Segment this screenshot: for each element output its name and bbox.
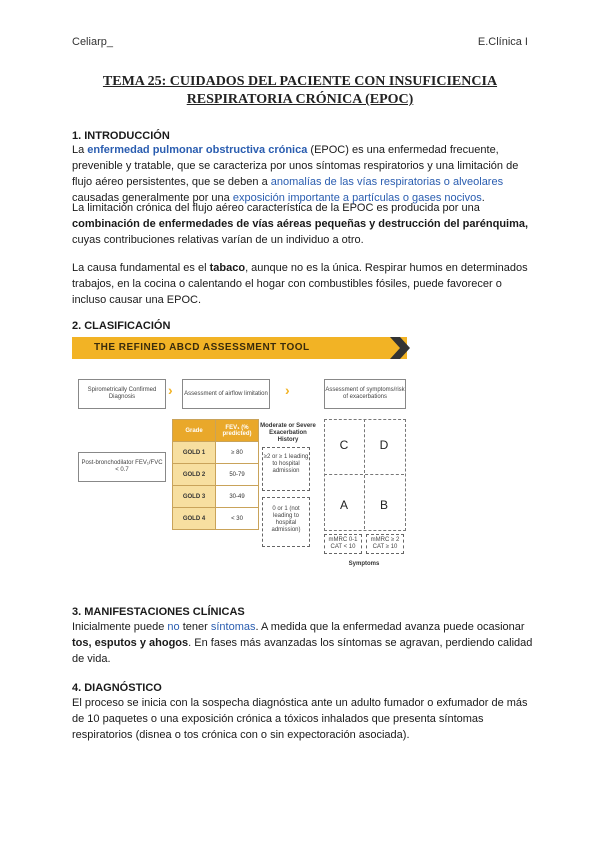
section-heading-clasificacion: 2. CLASIFICACIÓN bbox=[72, 320, 171, 332]
box-diagnosis: Spirometrically Confirmed Diagnosis bbox=[78, 379, 166, 409]
figure-banner: THE REFINED ABCD ASSESSMENT TOOL bbox=[72, 337, 407, 359]
box-symptoms-risk: Assessment of symptoms/risk of exacerbations bbox=[324, 379, 406, 409]
section-heading-diagnostico: 4. DIAGNÓSTICO bbox=[72, 682, 162, 694]
symptom-high-box: mMRC ≥ 2 CAT ≥ 10 bbox=[366, 534, 404, 554]
banner-chevron-icon bbox=[390, 337, 412, 359]
abcd-grid bbox=[324, 419, 406, 531]
symptom-low-box: mMRC 0-1 CAT < 10 bbox=[324, 534, 362, 554]
link-anomalias[interactable]: anomalías de las vías respiratorias o alveolares bbox=[270, 176, 504, 188]
gold-grade-table: Grade FEV₁ (% predicted) GOLD 1 ≥ 80 GOLD 2 50-79 GOLD 3 30-49 GOLD 4 < 30 bbox=[172, 419, 259, 530]
box-post-bronchodilator: Post-bronchodilator FEV₁/FVC < 0.7 bbox=[78, 452, 166, 482]
exac-low-box: 0 or 1 (not leading to hospital admission) bbox=[262, 497, 310, 547]
link-exposicion[interactable]: exposición importante a partículas o gases nocivos bbox=[232, 192, 482, 204]
arrow-2-icon: › bbox=[285, 382, 290, 398]
exac-high-box: ≥2 or ≥ 1 leading to hospital admission bbox=[262, 447, 310, 491]
intro-paragraph-3: La causa fundamental es el tabaco, aunque no es la única. Respirar humos en determinados trabajos, en la cocina o calentando el hogar con combustibles fósiles, puede favorecer o incluso causar una EPOC. bbox=[72, 262, 528, 306]
intro-paragraph-2: La limitación crónica del flujo aéreo característica de la EPOC es producida por una combinación de enfermedades de vías aéreas pequeñas y destrucción del parénquima, cuyas contribuciones relativas varían de un individuo a otro. bbox=[72, 202, 529, 246]
arrow-1-icon: › bbox=[168, 382, 173, 398]
cell-d: D bbox=[379, 438, 389, 452]
section-heading-manifestaciones: 3. MANIFESTACIONES CLÍNICAS bbox=[72, 606, 245, 618]
abcd-assessment-figure bbox=[72, 337, 412, 575]
diagnostico-paragraph: El proceso se inicia con la sospecha diagnóstica ante un adulto fumador o exfumador de más de 10 paquetes o una exposición crónica a tóxicos inhalados que presenta síntomas respiratorios (disnea o tos crónica con o sin expectoración asociada). bbox=[72, 697, 528, 741]
header-right: E.Clínica I bbox=[477, 36, 528, 48]
manifestaciones-paragraph: Inicialmente puede no tener síntomas. A medida que la enfermedad avanza puede ocasionar tos, esputos y ahogos. En fases más avanzadas los síntomas se agravan, perdiendo calidad de vida. bbox=[72, 621, 533, 665]
cell-c: C bbox=[339, 438, 349, 452]
box-airflow: Assessment of airflow limitation bbox=[182, 379, 270, 409]
symptoms-label: Symptoms bbox=[348, 561, 380, 567]
cell-a: A bbox=[339, 498, 348, 512]
exacerbation-title: Moderate or Severe Exacerbation History bbox=[260, 423, 316, 443]
cell-b: B bbox=[379, 498, 388, 512]
header-left: Celiarp_ bbox=[72, 36, 113, 48]
intro-paragraph-1: La enfermedad pulmonar obstructiva crónica (EPOC) es una enfermedad frecuente, prevenible y tratable, que se caracteriza por unos síntomas respiratorios y una limitación de flujo aéreo persistentes, que se deben a anomalías de las vías respiratorias o alveolares causadas generalmente por una exposición importante a partículas o gases nocivos. bbox=[72, 144, 519, 204]
section-heading-intro: 1. INTRODUCCIÓN bbox=[72, 130, 170, 142]
page-title: TEMA 25: CUIDADOS DEL PACIENTE CON INSUFICIENCIA RESPIRATORIA CRÓNICA (EPOC) bbox=[102, 74, 498, 107]
